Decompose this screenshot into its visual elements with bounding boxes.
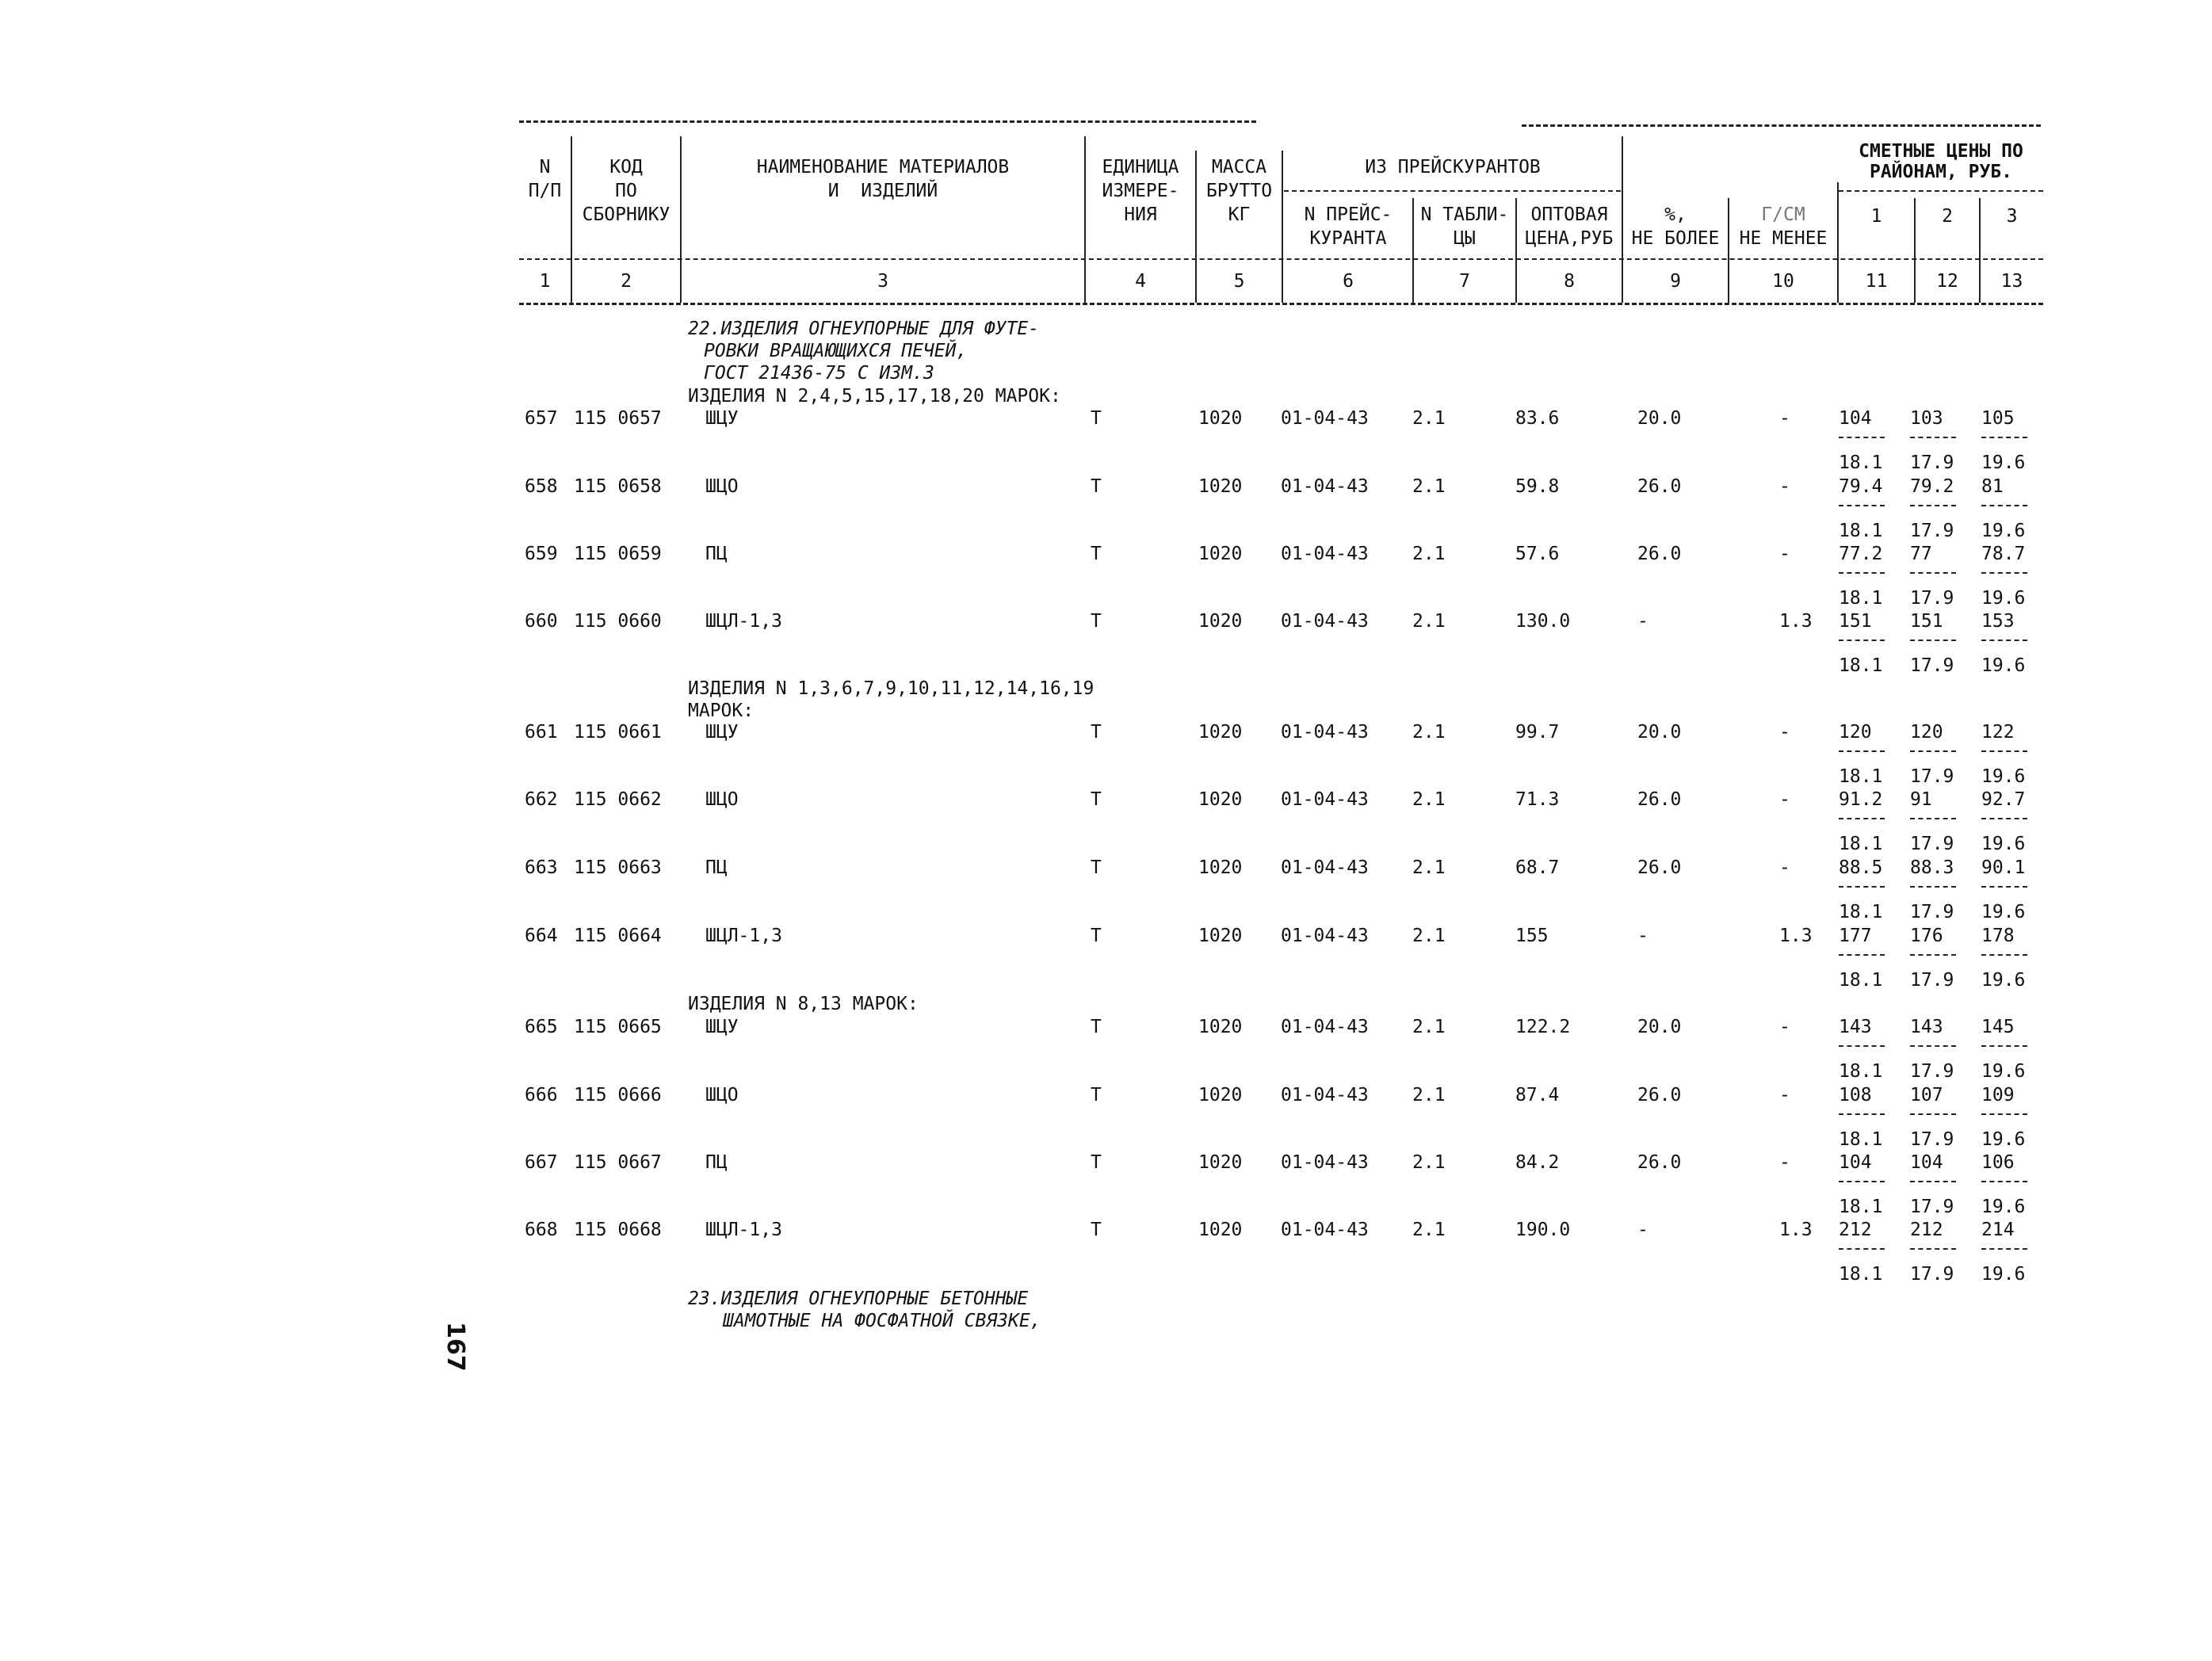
row-percent: 20.0: [1637, 408, 1682, 429]
row-name: ШЦЛ-1,3: [705, 611, 782, 632]
row-price-region1: 77.2: [1839, 544, 1883, 564]
row-code: 115 0663: [574, 857, 662, 878]
header-col5-line3: КГ: [1228, 204, 1251, 225]
fraction-rule: [1981, 572, 2027, 574]
row-name: ПЦ: [705, 1152, 728, 1173]
row-price-region2: 88.3: [1910, 857, 1954, 878]
row-coef-region3: 19.6: [1981, 766, 2026, 787]
row-price: 155: [1515, 926, 1549, 946]
header-col10-line1: Г/СМ: [1761, 204, 1805, 225]
row-density: -: [1779, 1017, 1790, 1037]
row-number: 664: [525, 926, 558, 946]
row-code: 115 0665: [574, 1017, 662, 1037]
colnum-12: 12: [1936, 271, 1958, 292]
row-unit: Т: [1091, 611, 1102, 632]
row-number: 667: [525, 1152, 558, 1173]
row-pricelist: 01-04-43: [1281, 1085, 1369, 1105]
section23-title-line1: 23.ИЗДЕЛИЯ ОГНЕУПОРНЫЕ БЕТОННЫЕ: [688, 1289, 1029, 1309]
row-percent: 26.0: [1637, 1085, 1682, 1105]
row-price: 87.4: [1515, 1085, 1560, 1105]
section23-title-line2: ШАМОТНЫЕ НА ФОСФАТНОЙ СВЯЗКЕ,: [723, 1311, 1041, 1331]
fraction-rule: [1910, 1113, 1956, 1115]
row-density: -: [1779, 857, 1790, 878]
row-mass: 1020: [1198, 544, 1243, 564]
row-percent: 26.0: [1637, 1152, 1682, 1173]
row-coef-region3: 19.6: [1981, 902, 2026, 922]
row-price-region1: 104: [1839, 1152, 1872, 1173]
fraction-rule: [1981, 640, 2027, 641]
header-group-prices-line2: РАЙОНАМ, РУБ.: [1869, 162, 2012, 182]
row-coef-region2: 17.9: [1910, 766, 1954, 787]
row-name: ШЦУ: [705, 408, 739, 429]
fraction-rule: [1839, 572, 1885, 574]
header-col4-line1: ЕДИНИЦА: [1102, 157, 1179, 178]
row-coef-region3: 19.6: [1981, 452, 2026, 473]
row-coef-region3: 19.6: [1981, 1264, 2026, 1285]
row-price-region1: 88.5: [1839, 857, 1883, 878]
header-col9-line2: НЕ БОЛЕЕ: [1631, 228, 1720, 249]
row-pricelist: 01-04-43: [1281, 611, 1369, 632]
colnum-9: 9: [1670, 271, 1681, 292]
header-top-rule: [519, 120, 1256, 123]
fraction-rule: [1981, 1181, 2027, 1182]
row-percent: -: [1637, 611, 1648, 632]
row-mass: 1020: [1198, 722, 1243, 743]
row-price: 71.3: [1515, 789, 1560, 810]
row-price-region3: 106: [1981, 1152, 2015, 1173]
row-price-region3: 109: [1981, 1085, 2015, 1105]
row-unit: Т: [1091, 544, 1102, 564]
row-pricelist: 01-04-43: [1281, 408, 1369, 429]
subgroup-rule: [1839, 190, 2043, 192]
row-number: 668: [525, 1220, 558, 1240]
row-table: 2.1: [1412, 1017, 1446, 1037]
row-unit: Т: [1091, 1017, 1102, 1037]
row-coef-region1: 18.1: [1839, 1197, 1883, 1217]
row-pricelist: 01-04-43: [1281, 1017, 1369, 1037]
fraction-rule: [1910, 572, 1956, 574]
row-name: ШЦУ: [705, 1017, 739, 1037]
row-price: 84.2: [1515, 1152, 1560, 1173]
row-density: -: [1779, 408, 1790, 429]
row-density: -: [1779, 789, 1790, 810]
row-table: 2.1: [1412, 1152, 1446, 1173]
row-table: 2.1: [1412, 1085, 1446, 1105]
row-unit: Т: [1091, 476, 1102, 497]
colnum-7: 7: [1459, 271, 1470, 292]
row-unit: Т: [1091, 926, 1102, 946]
colnum-11: 11: [1865, 271, 1888, 292]
header-col9-line1: %,: [1664, 204, 1687, 225]
header-region-1: 1: [1870, 206, 1882, 227]
row-price-region2: 212: [1910, 1220, 1943, 1240]
fraction-rule: [1839, 818, 1885, 819]
fraction-rule: [1839, 437, 1885, 438]
row-pricelist: 01-04-43: [1281, 1152, 1369, 1173]
row-coef-region2: 17.9: [1910, 588, 1954, 609]
row-price-region1: 79.4: [1839, 476, 1883, 497]
fraction-rule: [1839, 886, 1885, 888]
header-col6-line1: N ПРЕЙС-: [1304, 204, 1393, 225]
row-price: 190.0: [1515, 1220, 1571, 1240]
row-table: 2.1: [1412, 722, 1446, 743]
header-col2-line3: СБОРНИКУ: [582, 204, 670, 225]
row-table: 2.1: [1412, 611, 1446, 632]
row-price: 122.2: [1515, 1017, 1571, 1037]
page-number: 167: [441, 1322, 469, 1372]
row-table: 2.1: [1412, 789, 1446, 810]
row-percent: 26.0: [1637, 789, 1682, 810]
row-mass: 1020: [1198, 857, 1243, 878]
row-coef-region1: 18.1: [1839, 588, 1883, 609]
fraction-rule: [1910, 750, 1956, 752]
row-price-region1: 212: [1839, 1220, 1872, 1240]
fraction-rule: [1839, 1113, 1885, 1115]
row-name: ШЦУ: [705, 722, 739, 743]
fraction-rule: [1910, 818, 1956, 819]
row-coef-region2: 17.9: [1910, 1129, 1954, 1150]
row-price: 99.7: [1515, 722, 1560, 743]
colnum-3: 3: [877, 271, 888, 292]
fraction-rule: [1910, 437, 1956, 438]
row-density: -: [1779, 722, 1790, 743]
row-price-region2: 143: [1910, 1017, 1943, 1037]
row-code: 115 0661: [574, 722, 662, 743]
row-number: 663: [525, 857, 558, 878]
header-col7-line2: ЦЫ: [1454, 228, 1476, 249]
row-table: 2.1: [1412, 926, 1446, 946]
section22-group3: ИЗДЕЛИЯ N 8,13 МАРОК:: [688, 994, 919, 1014]
row-price: 57.6: [1515, 544, 1560, 564]
row-pricelist: 01-04-43: [1281, 1220, 1369, 1240]
row-price-region1: 108: [1839, 1085, 1872, 1105]
row-name: ПЦ: [705, 544, 728, 564]
fraction-rule: [1910, 505, 1956, 506]
colnum-4: 4: [1135, 271, 1146, 292]
row-name: ШЦЛ-1,3: [705, 1220, 782, 1240]
row-coef-region1: 18.1: [1839, 1061, 1883, 1082]
row-price-region3: 90.1: [1981, 857, 2026, 878]
row-coef-region2: 17.9: [1910, 902, 1954, 922]
row-price-region1: 91.2: [1839, 789, 1883, 810]
row-price-region3: 145: [1981, 1017, 2015, 1037]
row-price-region2: 103: [1910, 408, 1943, 429]
fraction-rule: [1981, 818, 2027, 819]
header-col8-line1: ОПТОВАЯ: [1530, 204, 1608, 225]
row-mass: 1020: [1198, 1017, 1243, 1037]
row-coef-region3: 19.6: [1981, 1129, 2026, 1150]
row-number: 659: [525, 544, 558, 564]
colnum-13: 13: [2000, 271, 2023, 292]
row-pricelist: 01-04-43: [1281, 722, 1369, 743]
row-percent: 20.0: [1637, 1017, 1682, 1037]
row-price: 68.7: [1515, 857, 1560, 878]
row-density: -: [1779, 544, 1790, 564]
header-col4-line2: ИЗМЕРЕ-: [1102, 181, 1179, 201]
row-price-region2: 77: [1910, 544, 1932, 564]
fraction-rule: [1910, 1181, 1956, 1182]
header-col1-line1: N: [539, 157, 551, 178]
section22-title-line2: РОВКИ ВРАЩАЮЩИХСЯ ПЕЧЕЙ,: [704, 341, 968, 361]
row-percent: -: [1637, 926, 1648, 946]
header-col3-line2: И ИЗДЕЛИЙ: [827, 181, 938, 201]
row-coef-region1: 18.1: [1839, 521, 1883, 541]
row-price-region3: 105: [1981, 408, 2015, 429]
fraction-rule: [1981, 505, 2027, 506]
row-coef-region2: 17.9: [1910, 655, 1954, 676]
fraction-rule: [1910, 886, 1956, 888]
header-group-prices-line1: СМЕТНЫЕ ЦЕНЫ ПО: [1859, 141, 2023, 162]
row-percent: 26.0: [1637, 857, 1682, 878]
row-mass: 1020: [1198, 476, 1243, 497]
row-code: 115 0657: [574, 408, 662, 429]
row-price-region2: 176: [1910, 926, 1943, 946]
row-unit: Т: [1091, 722, 1102, 743]
colnum-8: 8: [1564, 271, 1575, 292]
row-price-region1: 120: [1839, 722, 1872, 743]
row-coef-region3: 19.6: [1981, 655, 2026, 676]
fraction-rule: [1981, 437, 2027, 438]
header-mid-rule: [519, 258, 2043, 260]
fraction-rule: [1981, 1113, 2027, 1115]
fraction-rule: [1981, 750, 2027, 752]
row-table: 2.1: [1412, 476, 1446, 497]
fraction-rule: [1981, 954, 2027, 956]
row-coef-region3: 19.6: [1981, 521, 2026, 541]
row-price-region2: 120: [1910, 722, 1943, 743]
row-price-region3: 214: [1981, 1220, 2015, 1240]
row-unit: Т: [1091, 1220, 1102, 1240]
row-name: ШЦО: [705, 789, 739, 810]
header-col5-line1: МАССА: [1211, 157, 1267, 178]
row-price: 130.0: [1515, 611, 1571, 632]
row-pricelist: 01-04-43: [1281, 857, 1369, 878]
section22-title-line1: 22.ИЗДЕЛИЯ ОГНЕУПОРНЫЕ ДЛЯ ФУТЕ-: [688, 319, 1040, 339]
row-price-region2: 151: [1910, 611, 1943, 632]
fraction-rule: [1981, 886, 2027, 888]
row-unit: Т: [1091, 1085, 1102, 1105]
row-percent: 20.0: [1637, 722, 1682, 743]
row-coef-region2: 17.9: [1910, 1061, 1954, 1082]
row-coef-region3: 19.6: [1981, 1197, 2026, 1217]
fraction-rule: [1910, 1045, 1956, 1047]
row-coef-region1: 18.1: [1839, 1264, 1883, 1285]
row-coef-region3: 19.6: [1981, 970, 2026, 991]
row-coef-region1: 18.1: [1839, 970, 1883, 991]
fraction-rule: [1910, 1248, 1956, 1250]
row-mass: 1020: [1198, 926, 1243, 946]
header-col8-line2: ЦЕНА,РУБ: [1525, 228, 1614, 249]
row-number: 665: [525, 1017, 558, 1037]
row-density: -: [1779, 1152, 1790, 1173]
row-pricelist: 01-04-43: [1281, 476, 1369, 497]
row-mass: 1020: [1198, 611, 1243, 632]
row-price-region3: 81: [1981, 476, 2004, 497]
row-coef-region1: 18.1: [1839, 902, 1883, 922]
row-name: ШЦО: [705, 1085, 739, 1105]
row-coef-region1: 18.1: [1839, 834, 1883, 854]
row-table: 2.1: [1412, 857, 1446, 878]
row-density: 1.3: [1779, 926, 1813, 946]
header-bottom-rule: [519, 303, 2043, 305]
row-code: 115 0668: [574, 1220, 662, 1240]
header-col2-line2: ПО: [615, 181, 637, 201]
row-price: 59.8: [1515, 476, 1560, 497]
row-number: 662: [525, 789, 558, 810]
fraction-rule: [1839, 1248, 1885, 1250]
row-number: 658: [525, 476, 558, 497]
row-code: 115 0662: [574, 789, 662, 810]
row-name: ШЦО: [705, 476, 739, 497]
row-pricelist: 01-04-43: [1281, 544, 1369, 564]
row-coef-region1: 18.1: [1839, 452, 1883, 473]
row-coef-region3: 19.6: [1981, 834, 2026, 854]
row-price-region1: 151: [1839, 611, 1872, 632]
row-price-region1: 177: [1839, 926, 1872, 946]
header-col1-line2: П/П: [528, 181, 562, 201]
header-col4-line3: НИЯ: [1124, 204, 1157, 225]
fraction-rule: [1839, 505, 1885, 506]
row-coef-region2: 17.9: [1910, 521, 1954, 541]
col-separator: [1282, 151, 1283, 303]
row-pricelist: 01-04-43: [1281, 926, 1369, 946]
row-percent: 26.0: [1637, 476, 1682, 497]
row-price-region3: 153: [1981, 611, 2015, 632]
row-code: 115 0666: [574, 1085, 662, 1105]
row-code: 115 0664: [574, 926, 662, 946]
row-mass: 1020: [1198, 1085, 1243, 1105]
header-group-pricelist: ИЗ ПРЕЙСКУРАНТОВ: [1365, 157, 1541, 178]
row-price-region2: 91: [1910, 789, 1932, 810]
row-price-region3: 178: [1981, 926, 2015, 946]
header-col5-line2: БРУТТО: [1205, 181, 1273, 201]
subgroup-rule: [1284, 190, 1621, 192]
fraction-rule: [1839, 954, 1885, 956]
fraction-rule: [1839, 1181, 1885, 1182]
row-code: 115 0660: [574, 611, 662, 632]
row-coef-region2: 17.9: [1910, 1197, 1954, 1217]
header-col7-line1: N ТАБЛИ-: [1420, 204, 1509, 225]
colnum-2: 2: [621, 271, 632, 292]
row-unit: Т: [1091, 857, 1102, 878]
row-unit: Т: [1091, 789, 1102, 810]
row-density: -: [1779, 1085, 1790, 1105]
row-coef-region2: 17.9: [1910, 834, 1954, 854]
row-name: ПЦ: [705, 857, 728, 878]
header-col6-line2: КУРАНТА: [1309, 228, 1387, 249]
row-table: 2.1: [1412, 1220, 1446, 1240]
header-col3-line1: НАИМЕНОВАНИЕ МАТЕРИАЛОВ: [756, 157, 1010, 178]
row-table: 2.1: [1412, 408, 1446, 429]
row-density: 1.3: [1779, 1220, 1813, 1240]
row-code: 115 0659: [574, 544, 662, 564]
section22-title-line3: ГОСТ 21436-75 С ИЗМ.3: [704, 363, 934, 384]
header-region-3: 3: [2006, 206, 2018, 227]
row-price-region1: 104: [1839, 408, 1872, 429]
row-price-region2: 104: [1910, 1152, 1943, 1173]
fraction-rule: [1839, 640, 1885, 641]
row-percent: -: [1637, 1220, 1648, 1240]
row-coef-region2: 17.9: [1910, 452, 1954, 473]
colnum-10: 10: [1772, 271, 1794, 292]
section22-group1: ИЗДЕЛИЯ N 2,4,5,15,17,18,20 МАРОК:: [688, 386, 1061, 407]
row-percent: 26.0: [1637, 544, 1682, 564]
colnum-5: 5: [1233, 271, 1245, 292]
row-coef-region1: 18.1: [1839, 766, 1883, 787]
fraction-rule: [1839, 750, 1885, 752]
section22-group2-line1: ИЗДЕЛИЯ N 1,3,6,7,9,10,11,12,14,16,19: [688, 678, 1095, 699]
row-mass: 1020: [1198, 408, 1243, 429]
row-coef-region1: 18.1: [1839, 1129, 1883, 1150]
row-price-region3: 92.7: [1981, 789, 2026, 810]
row-unit: Т: [1091, 408, 1102, 429]
row-number: 661: [525, 722, 558, 743]
row-price-region3: 122: [1981, 722, 2015, 743]
row-mass: 1020: [1198, 789, 1243, 810]
row-coef-region3: 19.6: [1981, 1061, 2026, 1082]
header-region-2: 2: [1942, 206, 1953, 227]
row-price-region2: 79.2: [1910, 476, 1954, 497]
row-code: 115 0658: [574, 476, 662, 497]
row-density: -: [1779, 476, 1790, 497]
row-unit: Т: [1091, 1152, 1102, 1173]
row-mass: 1020: [1198, 1220, 1243, 1240]
row-price-region1: 143: [1839, 1017, 1872, 1037]
colnum-1: 1: [539, 271, 551, 292]
row-name: ШЦЛ-1,3: [705, 926, 782, 946]
header-col2-line1: КОД: [609, 157, 643, 178]
row-price-region2: 107: [1910, 1085, 1943, 1105]
fraction-rule: [1910, 954, 1956, 956]
row-coef-region3: 19.6: [1981, 588, 2026, 609]
header-col10-line2: НЕ МЕНЕЕ: [1739, 228, 1828, 249]
row-number: 660: [525, 611, 558, 632]
row-code: 115 0667: [574, 1152, 662, 1173]
row-coef-region2: 17.9: [1910, 1264, 1954, 1285]
row-table: 2.1: [1412, 544, 1446, 564]
row-number: 657: [525, 408, 558, 429]
fraction-rule: [1981, 1045, 2027, 1047]
row-mass: 1020: [1198, 1152, 1243, 1173]
row-number: 666: [525, 1085, 558, 1105]
row-price-region3: 78.7: [1981, 544, 2026, 564]
section22-group2-line2: МАРОК:: [688, 701, 755, 721]
colnum-6: 6: [1343, 271, 1354, 292]
fraction-rule: [1839, 1045, 1885, 1047]
fraction-rule: [1981, 1248, 2027, 1250]
row-price: 83.6: [1515, 408, 1560, 429]
fraction-rule: [1910, 640, 1956, 641]
row-coef-region2: 17.9: [1910, 970, 1954, 991]
header-top-rule-right: [1522, 124, 2041, 127]
row-pricelist: 01-04-43: [1281, 789, 1369, 810]
row-density: 1.3: [1779, 611, 1813, 632]
row-coef-region1: 18.1: [1839, 655, 1883, 676]
